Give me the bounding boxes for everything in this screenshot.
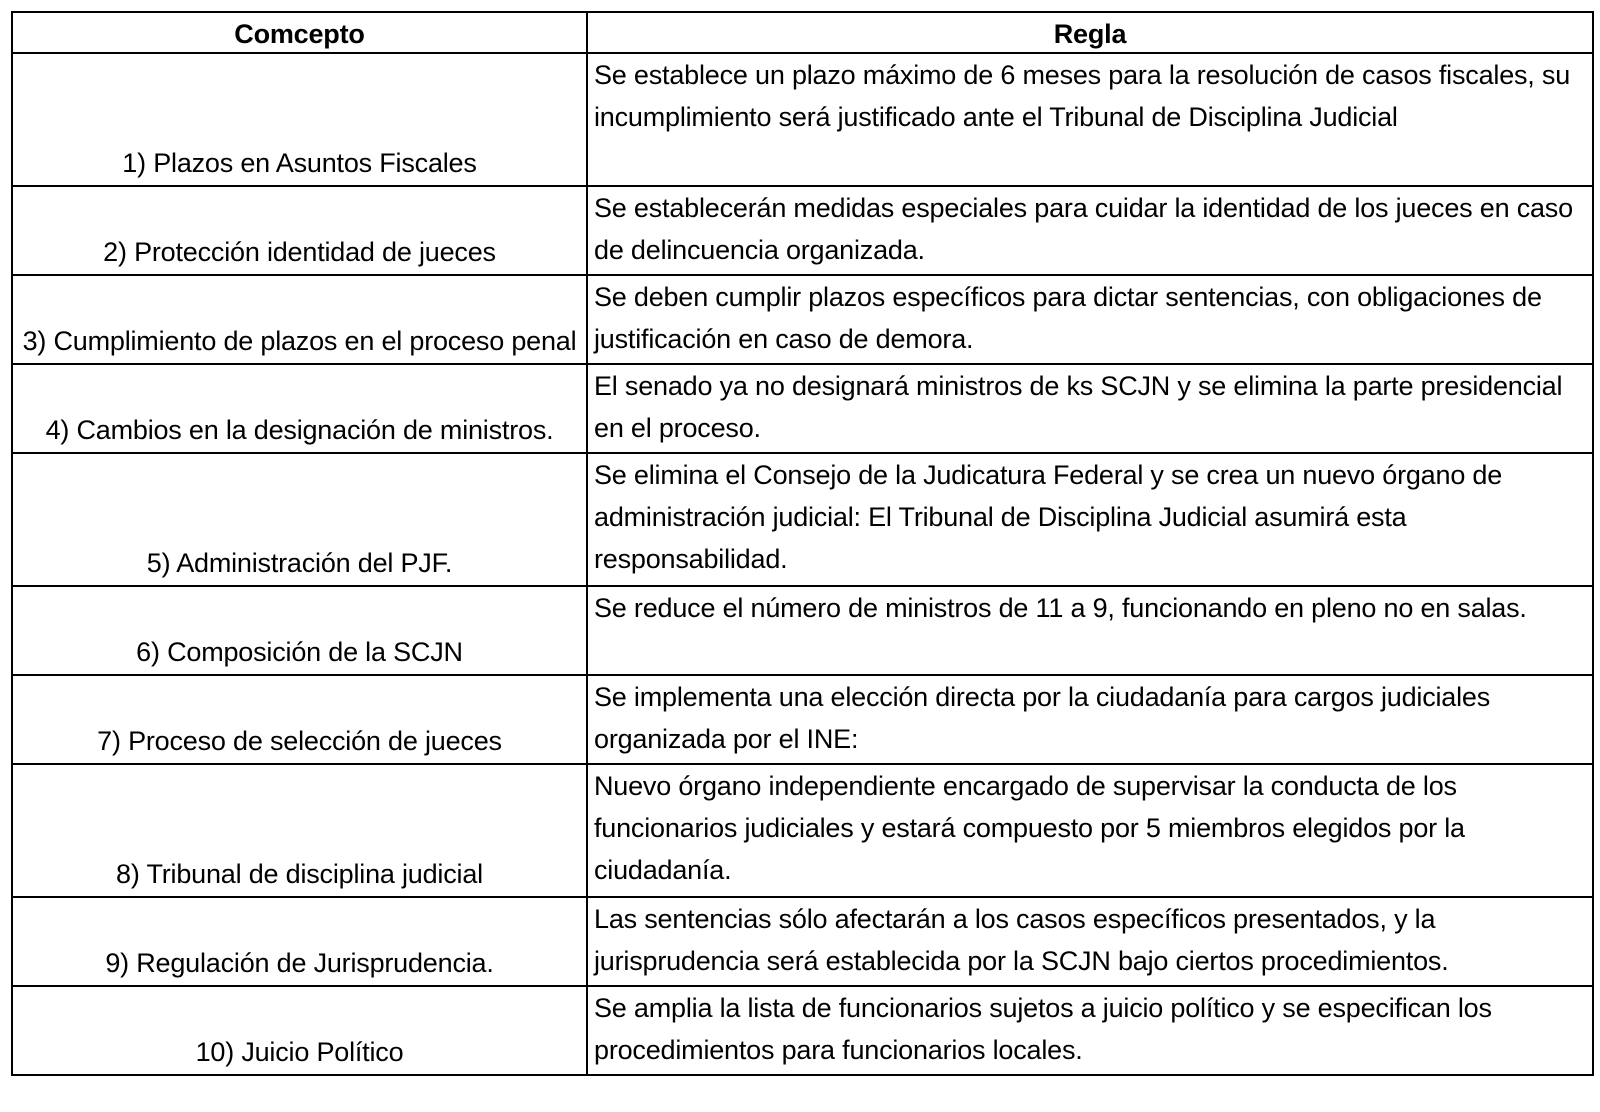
table-row bbox=[12, 586, 1593, 675]
rule-cell: Se reduce el número de ministros de 11 a 9, funcionando en pleno no en salas. bbox=[587, 586, 1593, 675]
table-row bbox=[12, 453, 1593, 586]
rule-cell: Nuevo órgano independiente encargado de supervisar la conducta de los funcionarios judiciales y estará compuesto por 5 miembros elegidos por la ciudadanía. bbox=[587, 764, 1593, 897]
concept-cell: 6) Composición de la SCJN bbox=[12, 586, 587, 675]
concept-cell: 2) Protección identidad de jueces bbox=[12, 186, 587, 275]
table-row bbox=[12, 186, 1593, 275]
table-row bbox=[12, 897, 1593, 986]
table-body bbox=[12, 53, 1593, 1075]
table-row bbox=[12, 53, 1593, 186]
table-row bbox=[12, 764, 1593, 897]
table-row bbox=[12, 986, 1593, 1075]
concept-cell: 4) Cambios en la designación de ministros. bbox=[12, 364, 587, 453]
rule-cell: Se implementa una elección directa por la ciudadanía para cargos judiciales organizada por el INE: bbox=[587, 675, 1593, 764]
header-row bbox=[12, 12, 1593, 53]
table-row bbox=[12, 364, 1593, 453]
concept-cell: 7) Proceso de selección de jueces bbox=[12, 675, 587, 764]
concept-cell: 5) Administración del PJF. bbox=[12, 453, 587, 586]
concept-cell: 10) Juicio Político bbox=[12, 986, 587, 1075]
concept-cell: 3) Cumplimiento de plazos en el proceso penal bbox=[12, 275, 587, 364]
rule-cell: Se establece un plazo máximo de 6 meses para la resolución de casos fiscales, su incumplimiento será justificado ante el Tribunal de Disciplina Judicial bbox=[587, 53, 1593, 186]
table-header bbox=[12, 12, 1593, 53]
concept-rule-table bbox=[11, 11, 1594, 1076]
header-rule: Regla bbox=[587, 12, 1593, 53]
rule-cell: Se amplia la lista de funcionarios sujetos a juicio político y se especifican los procedimientos para funcionarios locales. bbox=[587, 986, 1593, 1075]
rule-cell: El senado ya no designará ministros de ks SCJN y se elimina la parte presidencial en el proceso. bbox=[587, 364, 1593, 453]
concept-cell: 8) Tribunal de disciplina judicial bbox=[12, 764, 587, 897]
header-concept: Comcepto bbox=[12, 12, 587, 53]
concept-rule-table-container bbox=[11, 11, 1592, 1076]
concept-cell: 9) Regulación de Jurisprudencia. bbox=[12, 897, 587, 986]
rule-cell: Se establecerán medidas especiales para cuidar la identidad de los jueces en caso de delincuencia organizada. bbox=[587, 186, 1593, 275]
table-row bbox=[12, 275, 1593, 364]
rule-cell: Las sentencias sólo afectarán a los casos específicos presentados, y la jurisprudencia será establecida por la SCJN bajo ciertos procedimientos. bbox=[587, 897, 1593, 986]
concept-cell: 1) Plazos en Asuntos Fiscales bbox=[12, 53, 587, 186]
rule-cell: Se deben cumplir plazos específicos para dictar sentencias, con obligaciones de justificación en caso de demora. bbox=[587, 275, 1593, 364]
rule-cell: Se elimina el Consejo de la Judicatura Federal y se crea un nuevo órgano de administración judicial: El Tribunal de Disciplina Judicial asumirá esta responsabilidad. bbox=[587, 453, 1593, 586]
table-row bbox=[12, 675, 1593, 764]
